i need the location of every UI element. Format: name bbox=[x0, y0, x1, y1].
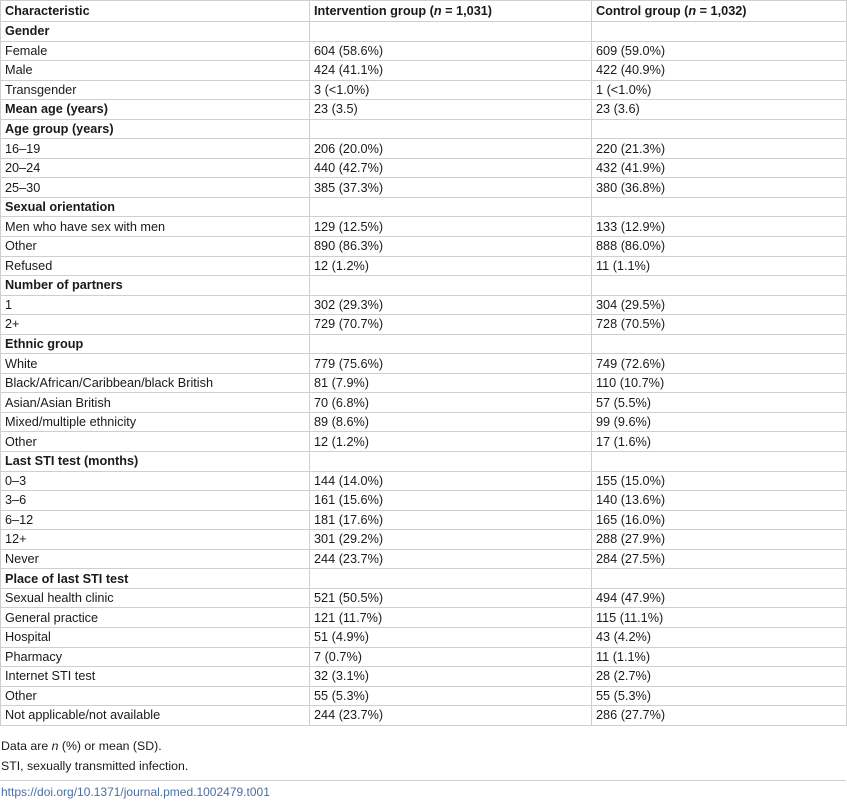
control-value: 888 (86.0%) bbox=[592, 237, 847, 257]
intervention-value: 440 (42.7%) bbox=[310, 158, 592, 178]
table-row bbox=[1, 295, 847, 315]
table-row bbox=[1, 237, 847, 257]
intervention-value: 244 (23.7%) bbox=[310, 549, 592, 569]
header-control-group: Control group (n = 1,032) bbox=[592, 1, 847, 22]
control-value: 57 (5.5%) bbox=[592, 393, 847, 413]
intervention-value bbox=[310, 452, 592, 472]
row-label: Gender bbox=[1, 22, 310, 42]
control-value: 115 (11.1%) bbox=[592, 608, 847, 628]
table-row bbox=[1, 158, 847, 178]
table-row bbox=[1, 178, 847, 198]
intervention-value: 121 (11.7%) bbox=[310, 608, 592, 628]
intervention-value: 244 (23.7%) bbox=[310, 706, 592, 726]
control-value: 286 (27.7%) bbox=[592, 706, 847, 726]
control-value: 28 (2.7%) bbox=[592, 667, 847, 687]
intervention-value: 604 (58.6%) bbox=[310, 41, 592, 61]
table-row bbox=[1, 491, 847, 511]
row-label: Ethnic group bbox=[1, 334, 310, 354]
control-value: 11 (1.1%) bbox=[592, 647, 847, 667]
table-row bbox=[1, 217, 847, 237]
intervention-value: 23 (3.5) bbox=[310, 100, 592, 120]
table-section-row bbox=[1, 197, 847, 217]
intervention-value: 12 (1.2%) bbox=[310, 256, 592, 276]
table-row bbox=[1, 315, 847, 335]
control-value: 165 (16.0%) bbox=[592, 510, 847, 530]
intervention-value: 424 (41.1%) bbox=[310, 61, 592, 81]
row-label: Place of last STI test bbox=[1, 569, 310, 589]
row-label: White bbox=[1, 354, 310, 374]
table-row bbox=[1, 354, 847, 374]
row-label: Female bbox=[1, 41, 310, 61]
intervention-value: 302 (29.3%) bbox=[310, 295, 592, 315]
row-label: Age group (years) bbox=[1, 119, 310, 139]
row-label: Mean age (years) bbox=[1, 100, 310, 120]
row-label: Last STI test (months) bbox=[1, 452, 310, 472]
control-value: 99 (9.6%) bbox=[592, 412, 847, 432]
control-value bbox=[592, 569, 847, 589]
row-label: Pharmacy bbox=[1, 647, 310, 667]
divider bbox=[0, 780, 846, 781]
table-row bbox=[1, 61, 847, 81]
row-label: Male bbox=[1, 61, 310, 81]
intervention-value: 12 (1.2%) bbox=[310, 432, 592, 452]
intervention-value: 206 (20.0%) bbox=[310, 139, 592, 159]
control-value: 140 (13.6%) bbox=[592, 491, 847, 511]
table-row bbox=[1, 588, 847, 608]
row-label: Other bbox=[1, 432, 310, 452]
row-label: Hospital bbox=[1, 627, 310, 647]
control-value: 43 (4.2%) bbox=[592, 627, 847, 647]
row-label: Other bbox=[1, 237, 310, 257]
row-label: Never bbox=[1, 549, 310, 569]
control-value: 380 (36.8%) bbox=[592, 178, 847, 198]
intervention-value: 32 (3.1%) bbox=[310, 667, 592, 687]
control-value bbox=[592, 119, 847, 139]
intervention-value: 70 (6.8%) bbox=[310, 393, 592, 413]
control-value: 1 (<1.0%) bbox=[592, 80, 847, 100]
intervention-value: 161 (15.6%) bbox=[310, 491, 592, 511]
control-value: 133 (12.9%) bbox=[592, 217, 847, 237]
intervention-value bbox=[310, 276, 592, 296]
table-header-row bbox=[1, 1, 847, 22]
header-characteristic: Characteristic bbox=[1, 1, 310, 22]
row-label: Transgender bbox=[1, 80, 310, 100]
table-row bbox=[1, 706, 847, 726]
control-value: 304 (29.5%) bbox=[592, 295, 847, 315]
row-label: 0–3 bbox=[1, 471, 310, 491]
row-label: Number of partners bbox=[1, 276, 310, 296]
row-label: Not applicable/not available bbox=[1, 706, 310, 726]
control-value: 220 (21.3%) bbox=[592, 139, 847, 159]
intervention-value: 129 (12.5%) bbox=[310, 217, 592, 237]
table-row bbox=[1, 412, 847, 432]
intervention-value: 51 (4.9%) bbox=[310, 627, 592, 647]
table-row bbox=[1, 627, 847, 647]
table-section-row bbox=[1, 276, 847, 296]
row-label: 20–24 bbox=[1, 158, 310, 178]
control-value: 422 (40.9%) bbox=[592, 61, 847, 81]
table-section-row bbox=[1, 452, 847, 472]
control-value: 17 (1.6%) bbox=[592, 432, 847, 452]
control-value: 494 (47.9%) bbox=[592, 588, 847, 608]
intervention-value: 521 (50.5%) bbox=[310, 588, 592, 608]
intervention-value: 81 (7.9%) bbox=[310, 373, 592, 393]
row-label: 12+ bbox=[1, 530, 310, 550]
row-label: Men who have sex with men bbox=[1, 217, 310, 237]
intervention-value: 7 (0.7%) bbox=[310, 647, 592, 667]
row-label: Mixed/multiple ethnicity bbox=[1, 412, 310, 432]
control-value: 609 (59.0%) bbox=[592, 41, 847, 61]
doi-link[interactable]: https://doi.org/10.1371/journal.pmed.1002479.t001 bbox=[1, 784, 270, 799]
intervention-value bbox=[310, 119, 592, 139]
intervention-value bbox=[310, 22, 592, 42]
intervention-value: 301 (29.2%) bbox=[310, 530, 592, 550]
control-value bbox=[592, 276, 847, 296]
table-row bbox=[1, 471, 847, 491]
control-value: 110 (10.7%) bbox=[592, 373, 847, 393]
table-row bbox=[1, 667, 847, 687]
row-label: 3–6 bbox=[1, 491, 310, 511]
table-row bbox=[1, 530, 847, 550]
intervention-value bbox=[310, 197, 592, 217]
row-label: 1 bbox=[1, 295, 310, 315]
control-value: 23 (3.6) bbox=[592, 100, 847, 120]
table-section-row bbox=[1, 334, 847, 354]
row-label: Sexual health clinic bbox=[1, 588, 310, 608]
control-value: 11 (1.1%) bbox=[592, 256, 847, 276]
table-row bbox=[1, 41, 847, 61]
table-row bbox=[1, 608, 847, 628]
table-row bbox=[1, 432, 847, 452]
row-label: 16–19 bbox=[1, 139, 310, 159]
table-section-row bbox=[1, 569, 847, 589]
row-label: 2+ bbox=[1, 315, 310, 335]
table-row bbox=[1, 647, 847, 667]
table-notes bbox=[0, 736, 847, 776]
intervention-value bbox=[310, 569, 592, 589]
table-section-row bbox=[1, 119, 847, 139]
table-row bbox=[1, 393, 847, 413]
control-value bbox=[592, 22, 847, 42]
row-label: 25–30 bbox=[1, 178, 310, 198]
intervention-value: 779 (75.6%) bbox=[310, 354, 592, 374]
control-value bbox=[592, 334, 847, 354]
table-body bbox=[1, 22, 847, 726]
intervention-value bbox=[310, 334, 592, 354]
control-value: 284 (27.5%) bbox=[592, 549, 847, 569]
intervention-value: 55 (5.3%) bbox=[310, 686, 592, 706]
row-label: 6–12 bbox=[1, 510, 310, 530]
table-section-row bbox=[1, 100, 847, 120]
table-row bbox=[1, 510, 847, 530]
intervention-value: 89 (8.6%) bbox=[310, 412, 592, 432]
control-value: 749 (72.6%) bbox=[592, 354, 847, 374]
intervention-value: 144 (14.0%) bbox=[310, 471, 592, 491]
table-row bbox=[1, 549, 847, 569]
control-value: 728 (70.5%) bbox=[592, 315, 847, 335]
table-row bbox=[1, 686, 847, 706]
table-section-row bbox=[1, 22, 847, 42]
table-row bbox=[1, 373, 847, 393]
note-data-format: Data are n (%) or mean (SD). bbox=[1, 738, 162, 753]
note-sti-abbreviation: STI, sexually transmitted infection. bbox=[1, 758, 189, 773]
row-label: General practice bbox=[1, 608, 310, 628]
row-label: Other bbox=[1, 686, 310, 706]
control-value: 288 (27.9%) bbox=[592, 530, 847, 550]
row-label: Black/African/Caribbean/black British bbox=[1, 373, 310, 393]
intervention-value: 385 (37.3%) bbox=[310, 178, 592, 198]
control-value: 432 (41.9%) bbox=[592, 158, 847, 178]
row-label: Refused bbox=[1, 256, 310, 276]
control-value: 155 (15.0%) bbox=[592, 471, 847, 491]
table-row bbox=[1, 139, 847, 159]
header-intervention-group: Intervention group (n = 1,031) bbox=[310, 1, 592, 22]
control-value bbox=[592, 197, 847, 217]
table-row bbox=[1, 80, 847, 100]
table-row bbox=[1, 256, 847, 276]
intervention-value: 3 (<1.0%) bbox=[310, 80, 592, 100]
intervention-value: 890 (86.3%) bbox=[310, 237, 592, 257]
control-value bbox=[592, 452, 847, 472]
row-label: Internet STI test bbox=[1, 667, 310, 687]
intervention-value: 181 (17.6%) bbox=[310, 510, 592, 530]
intervention-value: 729 (70.7%) bbox=[310, 315, 592, 335]
row-label: Sexual orientation bbox=[1, 197, 310, 217]
row-label: Asian/Asian British bbox=[1, 393, 310, 413]
control-value: 55 (5.3%) bbox=[592, 686, 847, 706]
